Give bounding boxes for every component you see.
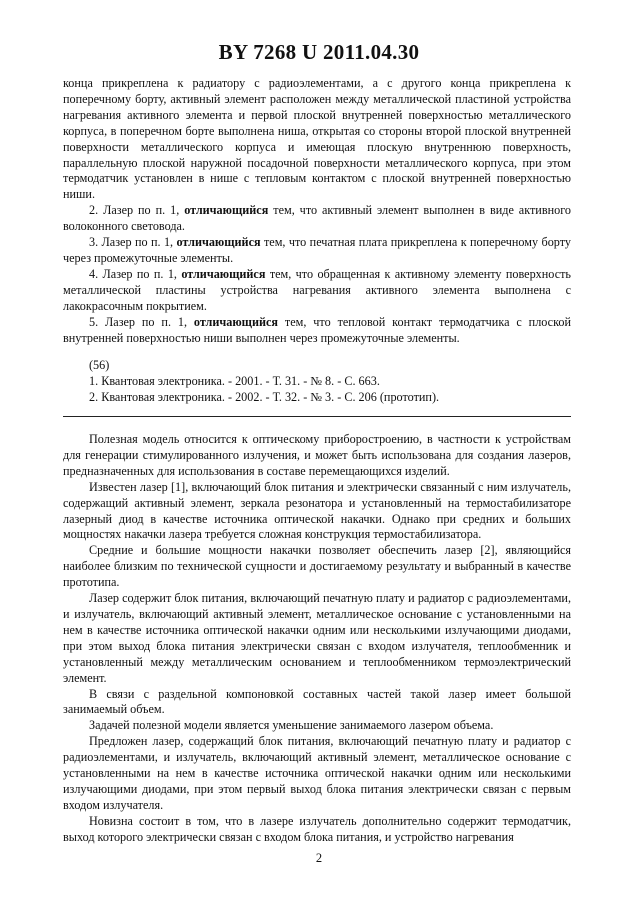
description-paragraph: Задачей полезной модели является уменьшение занимаемого лазером объема. bbox=[89, 718, 494, 733]
claims-section bbox=[63, 76, 571, 346]
description-paragraph: Новизна состоит в том, что в лазере излучатель дополнительно содержит термодатчик, выход которого электрически связан с входом блока питания, и устройство нагревания bbox=[63, 813, 571, 844]
references-section bbox=[63, 358, 571, 406]
description-section bbox=[63, 432, 571, 846]
claim-continuation: конца прикреплена к радиатору с радиоэлементами, а с другого конца прикреплена к поперечному борту, активный элемент расположен между металлической пластиной устройства нагревания активного элемента и первой плоской внутренней поверхностью металлического корпуса, в поперечном борте выполнена ниша, открытая со стороны второй плоской внутренней поверхности металлического корпуса и имеющая плоскую внутреннюю поверхность, параллельную плоской наружной посадочной поверхности металлического корпуса, при этом термодатчик установлен в нише с тепловым контактом с плоской внутренней поверхностью ниши. bbox=[63, 76, 571, 202]
description-paragraph: Предложен лазер, содержащий блок питания, включающий печатную плату и радиатор с радиоэлементами, и излучатель, включающий активный элемент, металлическое основание с установленными на нем в качестве источника оптической накачки одним или несколькими излучающими диодами, при этом первый выход блока питания электрически связан с первым входом излучателя. bbox=[63, 734, 571, 812]
description-paragraph: Лазер содержит блок питания, включающий печатную плату и радиатор с радиоэлементами, и излучатель, включающий активный элемент, металлическое основание с установленными на нем в качестве источника оптической накачки одним или несколькими излучающими диодами, при этом выход блока питания электрически связан с входом излучателя, теплообменник и установленный между металлическим основанием и теплообменником термоэлектрический элемент. bbox=[63, 591, 571, 685]
claim-item: 3. Лазер по п. 1, отличающийся тем, что печатная плата прикреплена к поперечному борту через промежуточные элементы. bbox=[63, 235, 571, 265]
description-paragraph: Известен лазер [1], включающий блок питания и электрически связанный с ним излучатель, содержащий активный элемент, зеркала резонатора и установленный на термостабилизаторе лазерный диод в качестве источника оптической накачки. Однако при средних и больших мощностях накачки лазера требуется сложная конструкция термостабилизатора. bbox=[63, 479, 571, 542]
reference-item: 2. Квантовая электроника. - 2002. - Т. 32. - № 3. - С. 206 (прототип). bbox=[89, 389, 440, 404]
page-number: 2 bbox=[315, 851, 323, 865]
description-paragraph: Средние и большие мощности накачки позволяет обеспечить лазер [2], являющийся наиболее близким по технической сущности и достигаемому результату и выбранный в качестве прототипа. bbox=[63, 543, 571, 590]
claim-item: 4. Лазер по п. 1, отличающийся тем, что обращенная к активному элементу поверхность металлической пластины устройства нагревания активного элемента выполнена с лакокрасочным покрытием. bbox=[63, 266, 571, 313]
claim-item: 5. Лазер по п. 1, отличающийся тем, что тепловой контакт термодатчика с плоской внутренней поверхностью ниши выполнен через промежуточные элементы. bbox=[63, 314, 571, 345]
document-header: BY 7268 U 2011.04.30 bbox=[218, 40, 420, 64]
references-code: (56) bbox=[89, 358, 110, 372]
description-paragraph: Полезная модель относится к оптическому приборостроению, в частности к устройствам для генерации стимулированного излучения, и может быть использована для создания лазеров, предназначенных для использования в составе перемещающихся изделий. bbox=[63, 432, 571, 478]
section-divider bbox=[63, 416, 571, 417]
reference-item: 1. Квантовая электроника. - 2001. - Т. 31. - № 8. - С. 663. bbox=[89, 373, 380, 388]
description-paragraph: В связи с раздельной компоновкой составных частей такой лазер имеет большой занимаемый объем. bbox=[63, 686, 571, 717]
claim-item: 2. Лазер по п. 1, отличающийся тем, что активный элемент выполнен в виде активного волоконного световода. bbox=[63, 203, 571, 234]
